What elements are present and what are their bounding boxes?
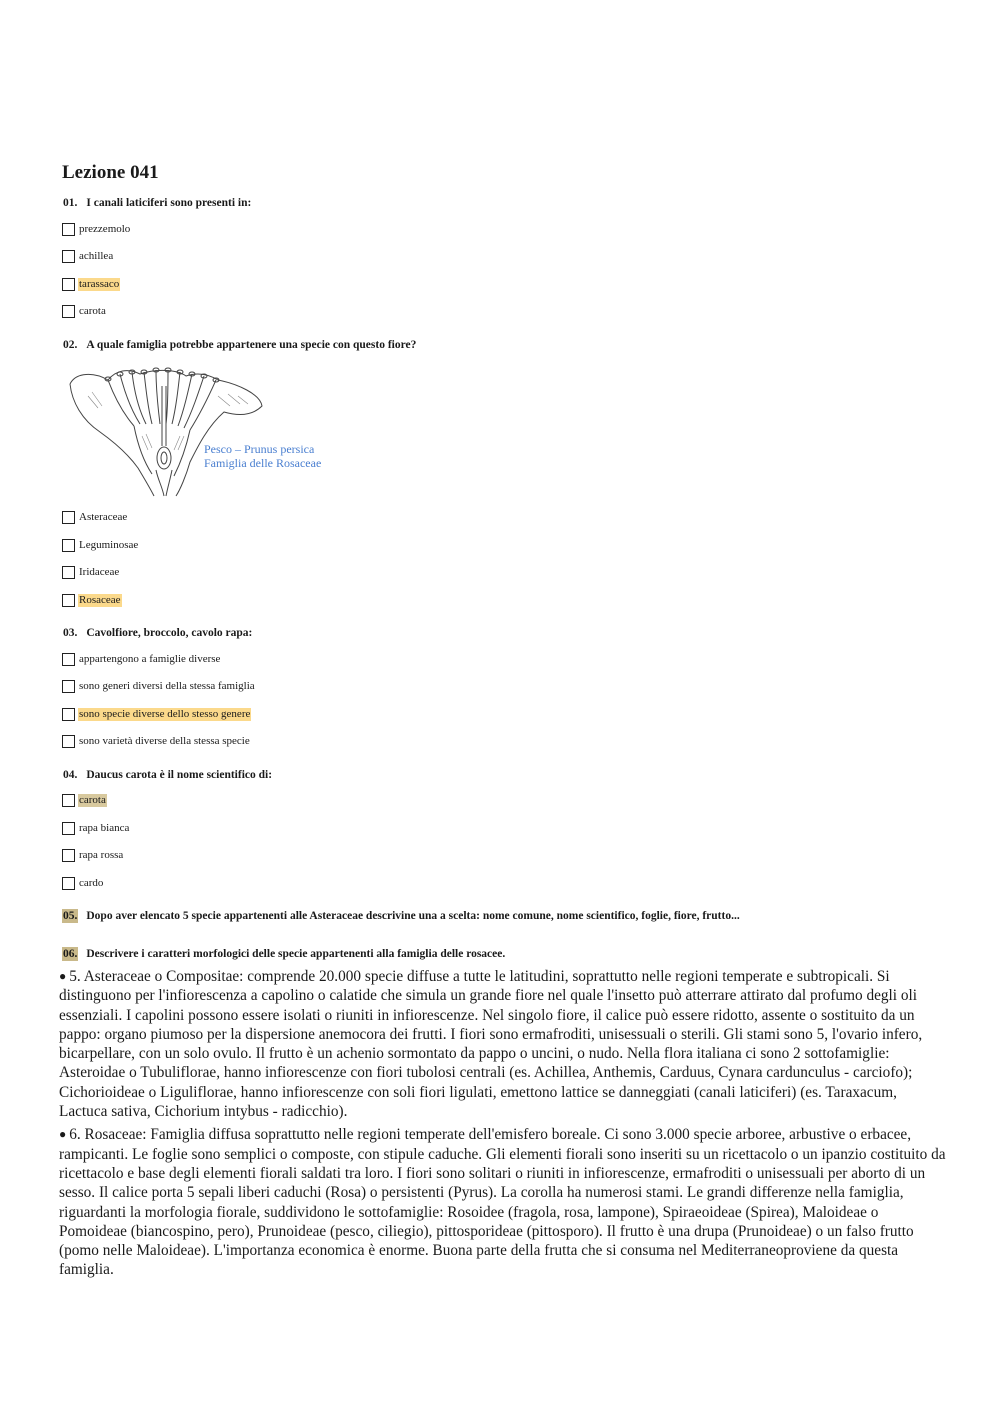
option-label: Iridaceae (79, 566, 120, 578)
option-carota[interactable] (62, 304, 952, 320)
option-tarassaco[interactable] (62, 276, 952, 292)
question-text: I canali laticiferi sono presenti in: (86, 197, 252, 209)
option-leguminosae[interactable] (62, 537, 952, 553)
checkbox[interactable] (62, 877, 75, 890)
checkbox[interactable] (62, 735, 75, 748)
checkbox[interactable] (62, 708, 75, 721)
figure-caption (204, 442, 321, 470)
option-prezzemolo[interactable] (62, 221, 952, 237)
question-title (62, 338, 952, 352)
option-rapa-bianca[interactable] (62, 820, 952, 836)
question-text: Descrivere i caratteri morfologici delle specie appartenenti alla famiglia delle rosacee. (86, 948, 506, 960)
question-title (62, 768, 952, 782)
checkbox[interactable] (62, 511, 75, 524)
option-label: prezzemolo (79, 222, 131, 235)
option-label: rapa bianca (79, 821, 130, 834)
question-number: 04. (63, 768, 78, 781)
answer-05 (59, 967, 949, 1121)
lesson-title: Lezione 041 (62, 162, 159, 183)
option-varieta-diverse[interactable] (62, 734, 952, 750)
option-label: rapa rossa (79, 849, 124, 861)
checkbox[interactable] (62, 653, 75, 666)
checkbox[interactable] (62, 250, 75, 263)
answer-text: 6. Rosaceae: Famiglia diffusa soprattutto nelle regioni temperate dell'emisfero boreale. Ci sono 3.000 specie arboree, arbustive o erbacee, rampicanti. Le foglie sono semplici o composte, con stipule caduche. Gli elementi fiorali sono inseriti su un ricettacolo o un ipanzio costituito da ricettacolo e base degli elementi fiorali saldati tra loro. I fiori sono solitari o riuniti in infiorescenze, ermafroditi o unisessuali per aborto di un sesso. Il calice porta 5 sepali liberi caduchi (Rosa) o persistenti (Pyrus). La corolla ha numerosi stami. Le grandi differenze nella famiglia, riguardanti la morfologia fiorale, suddividono le sottofamiglie: Rosoidee (fragola, rosa, lampone), Spiraeoideae (Spirea), Maloideae o Pomoideae (biancospino, pero), Prunoideae (pesco, ciliegio), pittosporideae (pittosporo). Il frutto è una drupa (Prunoideae) o un falso frutto (pomo nelle Maloideae). L'importanza economica è enorme. Buona parte della frutta che si consuma nel Mediterraneoproviene da questa famiglia. (59, 1126, 946, 1279)
quiz-page (59, 162, 952, 1284)
question-number: 01. (63, 197, 78, 209)
checkbox[interactable] (62, 305, 75, 318)
question-03 (62, 626, 952, 750)
question-01 (62, 196, 952, 320)
question-text: Dopo aver elencato 5 specie appartenenti alle Asteraceae descrivine una a scelta: nome comune, nome scientifico, foglie, fiore, frutto... (86, 910, 740, 922)
checkbox[interactable] (62, 223, 75, 236)
question-text: A quale famiglia potrebbe appartenere una specie con questo fiore? (86, 338, 417, 351)
checkbox[interactable] (62, 794, 75, 807)
option-label: appartengono a famiglie diverse (79, 652, 221, 665)
question-06 (62, 947, 952, 961)
option-label-correct: sono specie diverse dello stesso genere (79, 707, 251, 720)
checkbox[interactable] (62, 594, 75, 607)
flower-drawing (68, 366, 268, 498)
question-number: 03. (63, 627, 78, 639)
checkbox[interactable] (62, 539, 75, 552)
option-asteraceae[interactable] (62, 510, 952, 526)
question-title (62, 196, 952, 210)
option-label: cardo (79, 876, 104, 889)
question-number: 06. (63, 948, 78, 960)
option-carota[interactable] (62, 793, 952, 809)
option-famiglie-diverse[interactable] (62, 651, 952, 667)
answer-text: 5. Asteraceae o Compositae: comprende 20.000 specie diffuse a tutte le latitudini, soprattutto nelle regioni temperate e subtropicali. Si distinguono per l'infiorescenza a capolino o calatide che simula un grande fiore nel quale l'insetto può atterrare attirato dal profumo degli oli essenziali. I capolini possono essere isolati o riuniti in infiorescenze. Nel singolo fiore, il calice può essere ridotto, assente o sostituito da un pappo: organo piumoso per la dispersione anemocora dei frutti. I fiori sono ermafroditi, unisessuali o sterili. Gli stami sono 5, l'ovario infero, bicarpellare, con un solo ovulo. Il frutto è un achenio sormontato da pappo o uncini, o nudo. Nella flora italiana ci sono 2 sottofamiglie: Asteroidae o Tubuliflorae, hanno infiorescenze con fiori tubolosi centrali (es. Achillea, Anthemis, Carduus, Cynara cardunculus - carciofo); Cichorioideae o Liguliflorae, hanno infiorescenze con soli fiori ligulati, emettono lattice se danneggiati (canali laticiferi) (es. Taraxacum, Lactuca sativa, Cichorium intybus - radicchio). (59, 968, 923, 1121)
option-label: achillea (79, 250, 114, 262)
option-specie-diverse[interactable] (62, 706, 952, 722)
answer-06 (59, 1125, 949, 1279)
option-iridaceae[interactable] (62, 565, 952, 581)
option-rapa-rossa[interactable] (62, 848, 952, 864)
question-number: 05. (63, 910, 78, 922)
option-label: carota (79, 305, 106, 317)
option-label-correct: carota (79, 794, 106, 806)
question-title (62, 626, 952, 640)
caption-line: Famiglia delle Rosaceae (204, 455, 322, 470)
option-label: sono generi diversi della stessa famiglia (79, 680, 255, 692)
checkbox[interactable] (62, 680, 75, 693)
question-text: Cavolfiore, broccolo, cavolo rapa: (86, 627, 253, 639)
question-number: 02. (63, 338, 78, 351)
option-label-correct: tarassaco (79, 277, 120, 290)
option-label: Asteraceae (79, 511, 128, 523)
checkbox[interactable] (62, 822, 75, 835)
caption-line: Pesco – Prunus persica (204, 441, 315, 456)
checkbox[interactable] (62, 278, 75, 291)
option-generi-diversi[interactable] (62, 679, 952, 695)
option-rosaceae[interactable] (62, 592, 952, 608)
flower-figure (68, 366, 368, 498)
question-05 (62, 909, 952, 923)
option-label: Leguminosae (79, 538, 139, 551)
bullet-icon: ● (59, 1127, 67, 1142)
question-text: Daucus carota è il nome scientifico di: (86, 768, 273, 781)
option-label-correct: Rosaceae (79, 593, 121, 606)
option-cardo[interactable] (62, 875, 952, 891)
option-label: sono varietà diverse della stessa specie (79, 735, 250, 747)
option-achillea[interactable] (62, 249, 952, 265)
checkbox[interactable] (62, 849, 75, 862)
checkbox[interactable] (62, 566, 75, 579)
question-04 (62, 768, 952, 892)
bullet-icon: ● (59, 969, 67, 983)
question-02 (62, 338, 952, 609)
